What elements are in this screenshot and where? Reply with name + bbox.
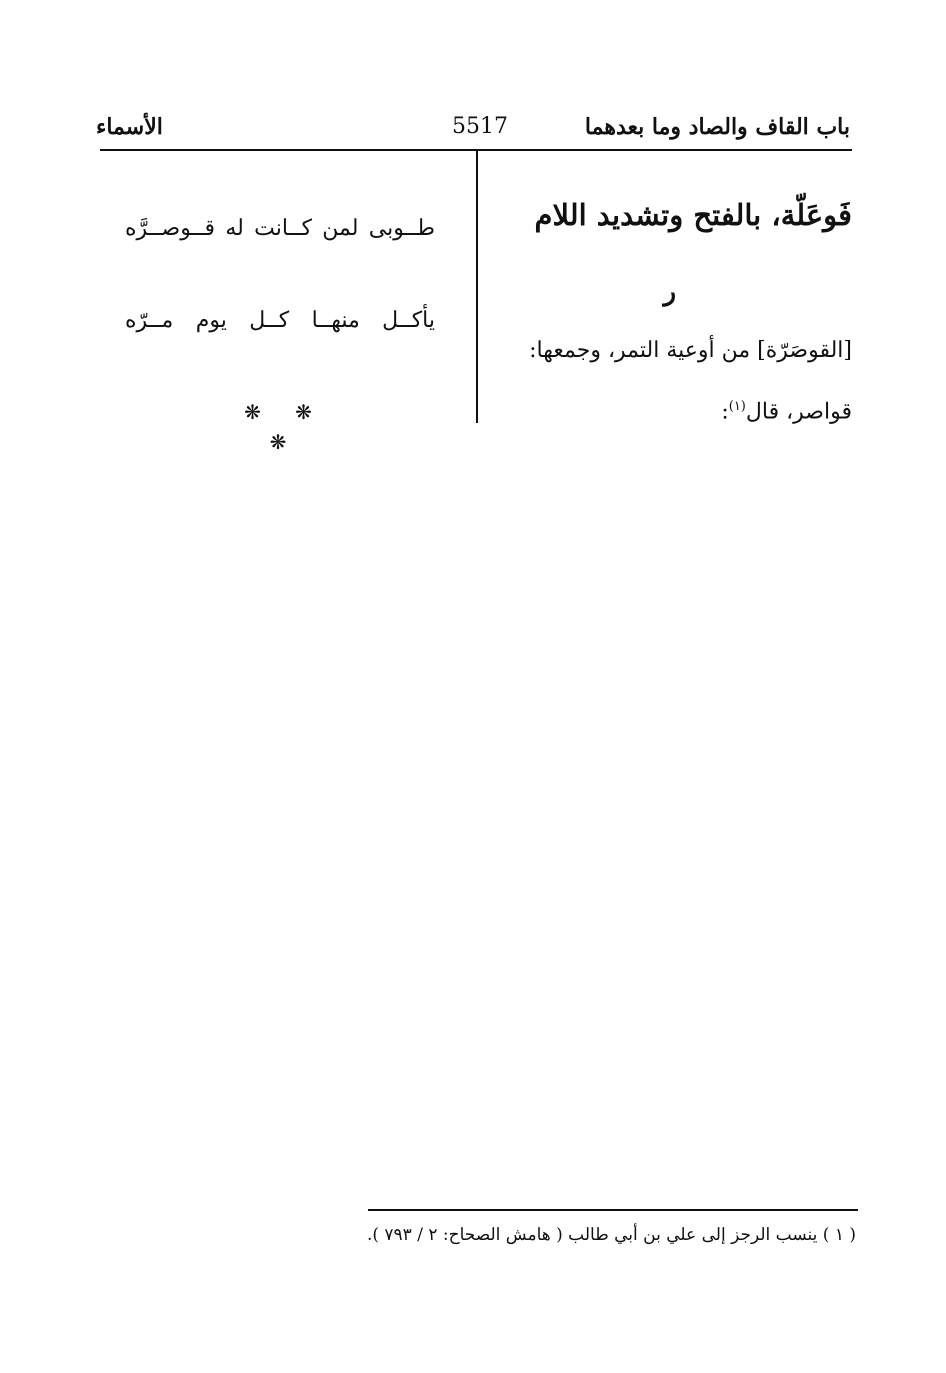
running-header-section: الأسماء: [96, 114, 163, 140]
definition-line-1: [القوصَرّة] من أوعية التمر، وجمعها:: [529, 338, 852, 363]
definition-text: قواصر، قال: [745, 399, 852, 425]
section-separator-stars: ❋ ❋ ❋: [244, 400, 326, 454]
verse-line-1: طــوبى لمن كــانت له قــوصــرَّه: [125, 216, 435, 241]
page-number: 5517: [452, 114, 508, 139]
entry-heading: فَوعَلّة، بالفتح وتشديد اللام: [534, 198, 852, 232]
running-header-chapter: باب القاف والصاد وما بعدهما: [584, 114, 850, 140]
column-divider: [476, 151, 478, 423]
footnote-rule: [368, 1209, 858, 1211]
definition-colon: :: [721, 399, 729, 425]
footnote-reference: (١): [728, 399, 746, 414]
footnote-text: ( ١ ) ينسب الرجز إلى علي بن أبي طالب ( هامش الصحاح: ٢ / ٧٩٣ ).: [366, 1225, 856, 1245]
root-letter: ر: [663, 277, 676, 307]
verse-line-2: يأكــل منهــا كــل يوم مــرّه: [125, 308, 435, 333]
definition-line-2: [490, 388, 852, 431]
